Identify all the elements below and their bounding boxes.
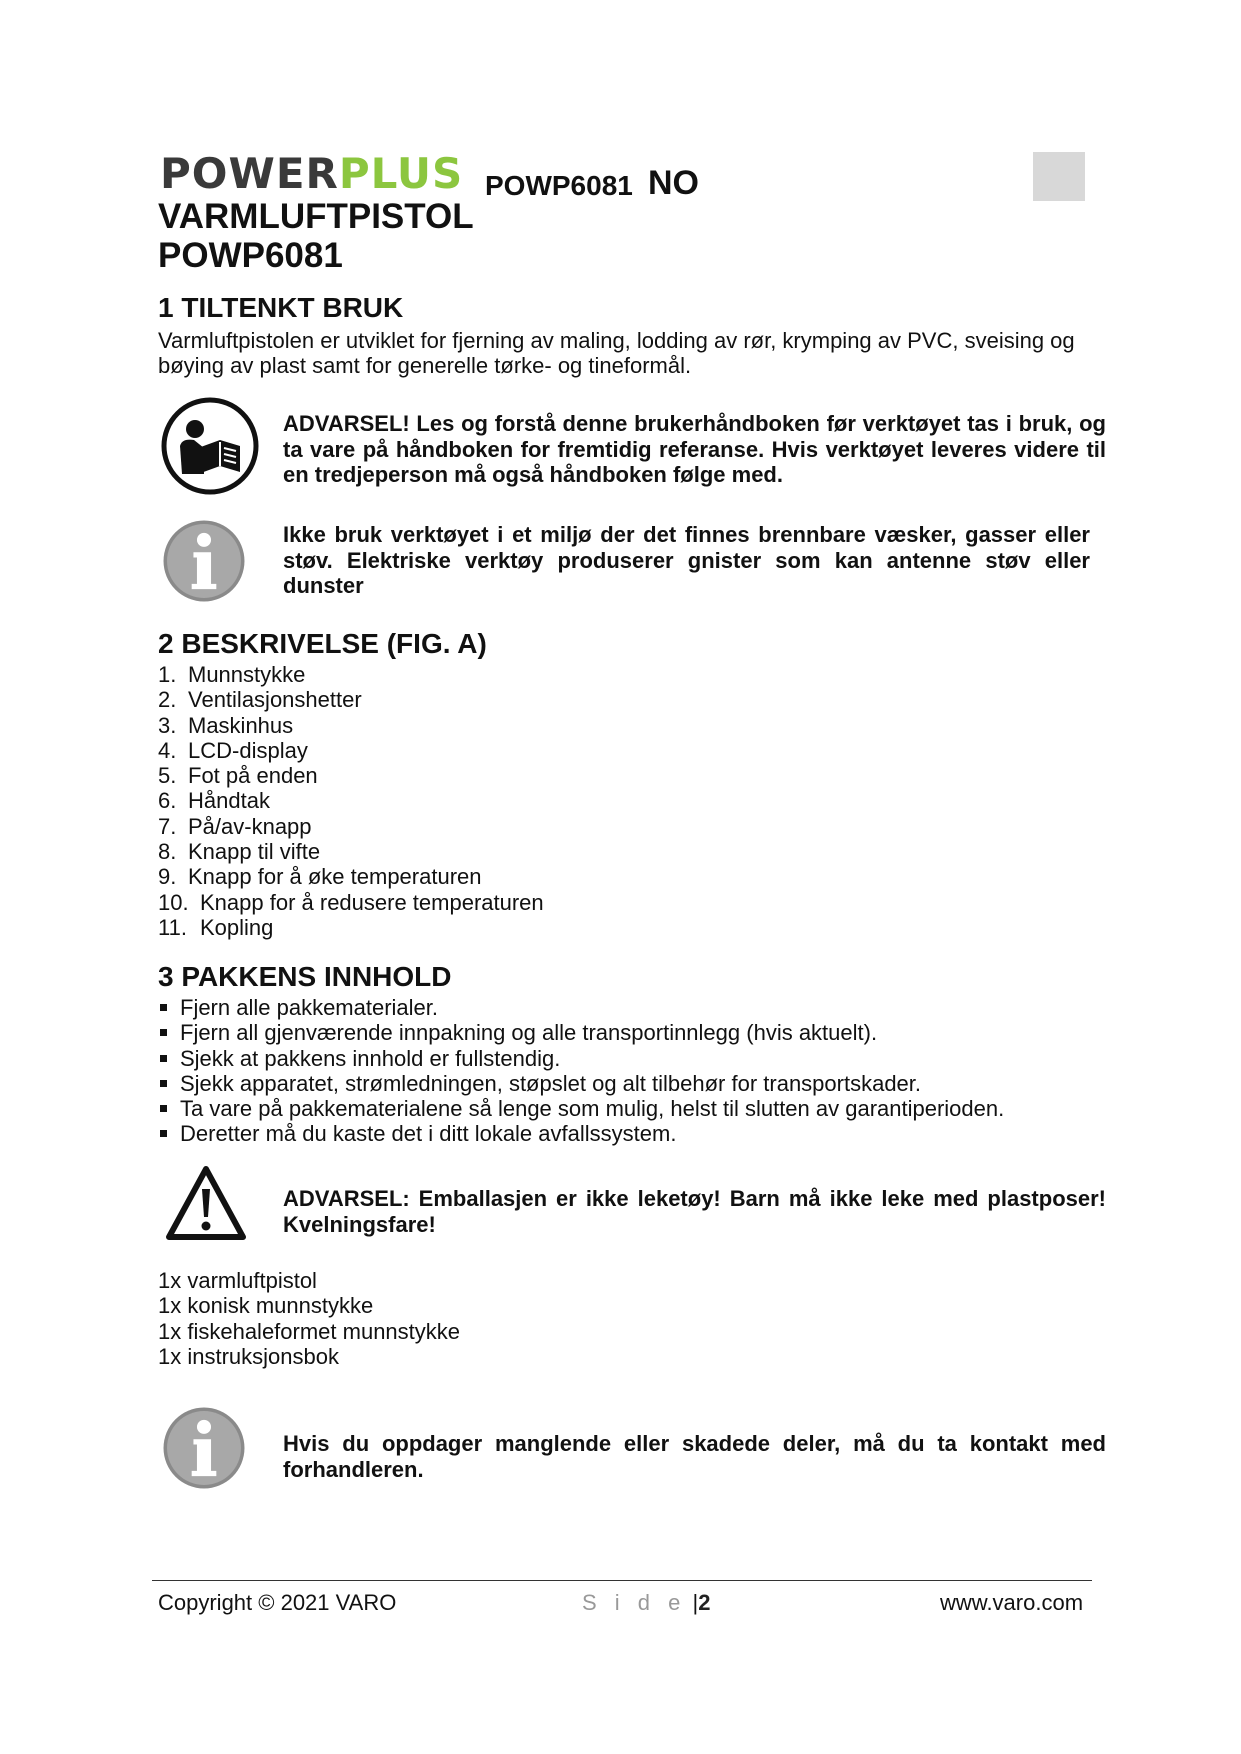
list-item: 10. Knapp for å redusere temperaturen — [158, 889, 544, 915]
footer-side-label: S i d e — [582, 1590, 687, 1615]
section-heading-package-contents: 3 PAKKENS INNHOLD — [158, 961, 452, 992]
list-item: Fjern all gjenværende innpakning og alle transportinnlegg (hvis aktuelt). — [158, 1020, 1004, 1045]
list-item: Fjern alle pakkematerialer. — [158, 995, 1004, 1020]
description-list — [158, 662, 544, 940]
list-item: 1x varmluftpistol — [158, 1268, 317, 1293]
warning-packaging-not-toy: ADVARSEL: Emballasjen er ikke leketøy! Barn må ikke leke med plastposer! Kvelningsfare! — [283, 1186, 1106, 1237]
warning-triangle-icon — [165, 1165, 247, 1246]
list-item: 1x instruksjonsbok — [158, 1343, 339, 1369]
intended-use-text: Varmluftpistolen er utviklet for fjerning av maling, lodding av rør, krymping av PVC, sveising og bøying av plast samt for generelle tørke- og tineformål. — [158, 328, 1075, 378]
brand-logo-plus: PLUS — [338, 149, 464, 198]
info-icon — [160, 517, 248, 610]
list-item: 11. Kopling — [158, 914, 274, 940]
page-number: 2 — [698, 1590, 711, 1615]
brand-logo-power: POWER — [160, 149, 339, 198]
footer-website: www.varo.com — [940, 1590, 1084, 1615]
unpacking-steps-list — [158, 995, 1004, 1147]
read-manual-icon — [160, 396, 260, 501]
document-title: VARMLUFTPISTOL — [158, 197, 474, 236]
list-item: 6. Håndtak — [158, 788, 270, 814]
list-item: 9. Knapp for å øke temperaturen — [158, 864, 482, 890]
document-subtitle-model: POWP6081 — [158, 236, 343, 275]
brand-logo — [160, 150, 463, 198]
list-item: 1x fiskehaleformet munnstykke — [158, 1318, 461, 1344]
section-heading-description: 2 BESKRIVELSE (FIG. A) — [158, 628, 487, 659]
list-item: 1. Munnstykke — [158, 662, 306, 687]
list-item: Sjekk apparatet, strømledningen, støpslet og alt tilbehør for transportskader. — [158, 1071, 1004, 1096]
footer-separator: | — [692, 1590, 699, 1615]
footer-copyright: Copyright © 2021 VARO — [158, 1590, 397, 1615]
info-missing-parts: Hvis du oppdager manglende eller skadede deler, må du ta kontakt med forhandleren. — [283, 1431, 1106, 1482]
header-model: POWP6081 — [485, 170, 633, 201]
list-item: 3. Maskinhus — [158, 712, 294, 738]
info-icon — [160, 1404, 248, 1497]
list-item: 8. Knapp til vifte — [158, 839, 321, 865]
footer-divider — [152, 1580, 1092, 1581]
list-item: Sjekk at pakkens innhold er fullstendig. — [158, 1046, 1004, 1071]
list-item: 5. Fot på enden — [158, 763, 318, 789]
language-code: NO — [648, 164, 699, 202]
list-item: 2. Ventilasjonshetter — [158, 687, 362, 713]
package-contents-list — [158, 1268, 460, 1369]
list-item: 7. På/av-knapp — [158, 813, 312, 839]
warning-read-manual: ADVARSEL! Les og forstå denne brukerhåndboken før verktøyet tas i bruk, og ta vare på håndboken for fremtidig referanse. Hvis verktøyet leveres videre til en tredjeperson må også håndboken følge med. — [283, 411, 1106, 487]
list-item: 4. LCD-display — [158, 737, 308, 763]
section-heading-intended-use: 1 TILTENKT BRUK — [158, 292, 404, 323]
footer-page-indicator — [582, 1590, 710, 1616]
list-item: 1x konisk munnstykke — [158, 1293, 374, 1319]
list-item: Deretter må du kaste det i ditt lokale avfallssystem. — [158, 1121, 1004, 1146]
gray-marker-box — [1033, 152, 1085, 201]
info-flammable-environment: Ikke bruk verktøyet i et miljø der det finnes brennbare væsker, gasser eller støv. Elektriske verktøy produserer gnister som kan antenne støv eller dunster — [283, 522, 1090, 598]
list-item: Ta vare på pakkematerialene så lenge som mulig, helst til slutten av garantiperioden. — [158, 1096, 1004, 1121]
